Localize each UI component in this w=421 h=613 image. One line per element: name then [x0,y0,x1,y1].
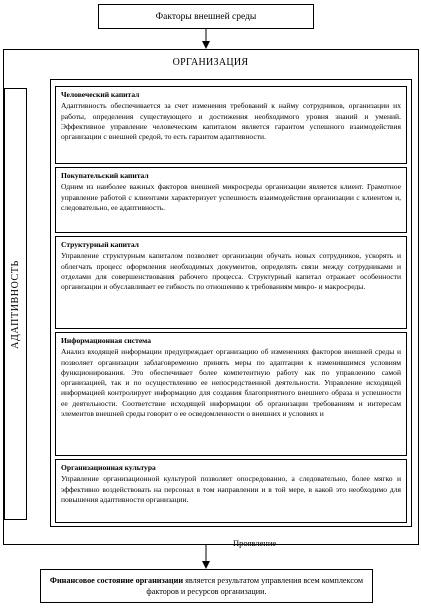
section-human-capital [55,86,407,164]
external-factors-box [98,4,314,29]
section-title: Структурный капитал [61,240,139,249]
external-factors-label: Факторы внешней среды [155,11,257,22]
adaptivity-label: АДАПТИВНОСТЬ [10,259,21,349]
section-organizational-culture [55,459,407,523]
section-body: Одним из наиболее важных факторов внешней микросреды организации является клиент. Грамотное управление работой с клиентами характеризует успешность взаимодействия организации с клиентом и, следовательно, ее адаптивность. [61,182,401,212]
manifestation-label: Проявление [233,538,277,548]
section-title: Человеческий капитал [61,90,140,99]
section-structural-capital [55,236,407,329]
section-title: Организационная культура [61,463,156,472]
financial-state-text: является результатом управления всем комплексом факторов и ресурсов организации. [146,576,364,596]
section-body: Анализ входящей информации предупреждает организацию об изменениях факторов внешней среды и позволяет организации заблаговременно принять меры по адаптации к изменившимся условиям функционирования. Это обеспечивает более компетентную работу как по управлению самой организацией, так и по осуществлению ее непосредственной деятельности. Управление исходящей информацией контролирует информацию для создания благоприятного внешнего образа и успешности ее деятельности. Соответствие исходящей информации об организации требованиям и интересам элементов внешней среды говорит о ее осведомленности о внешних и условиях и [61,347,401,419]
financial-state-box [40,569,373,603]
financial-state-bold: Финансовое состояние организации [49,576,184,585]
section-information-system [55,332,407,456]
adaptivity-label-wrap [4,88,27,520]
section-title: Покупательский капитал [61,171,149,180]
section-title: Информационная система [61,336,152,345]
section-customer-capital [55,167,407,233]
section-body: Управление организационной культурой позволяет опосредованно, а следовательно, более мягко и эффективно воздействовать на персонал в том направлении и в той мере, в какой это необходимо для повышения адаптивности организации. [61,474,401,504]
organization-title: ОРГАНИЗАЦИЯ [172,57,249,68]
section-body: Адаптивность обеспечивается за счет изменения требований к найму сотрудников, организации их работы, определения существующего и достижения необходимого уровня знаний и умений. Эффективное управление человеческим капиталом является гарантом успешного взаимодействия организации с внешней средой, то есть гарантом адаптивности. [61,101,401,142]
section-body: Управление структурным капиталом позволяет организации обучать новых сотрудников, ускорять и облегчать процесс оформления необходимых документов, определять связи между сотрудниками и отделами для совершенствования рабочего процесса. Структурный капитал отражает особенности организации и обуславливает ее гибкость по отношению к требованиям микро- и макросреды. [61,251,401,292]
